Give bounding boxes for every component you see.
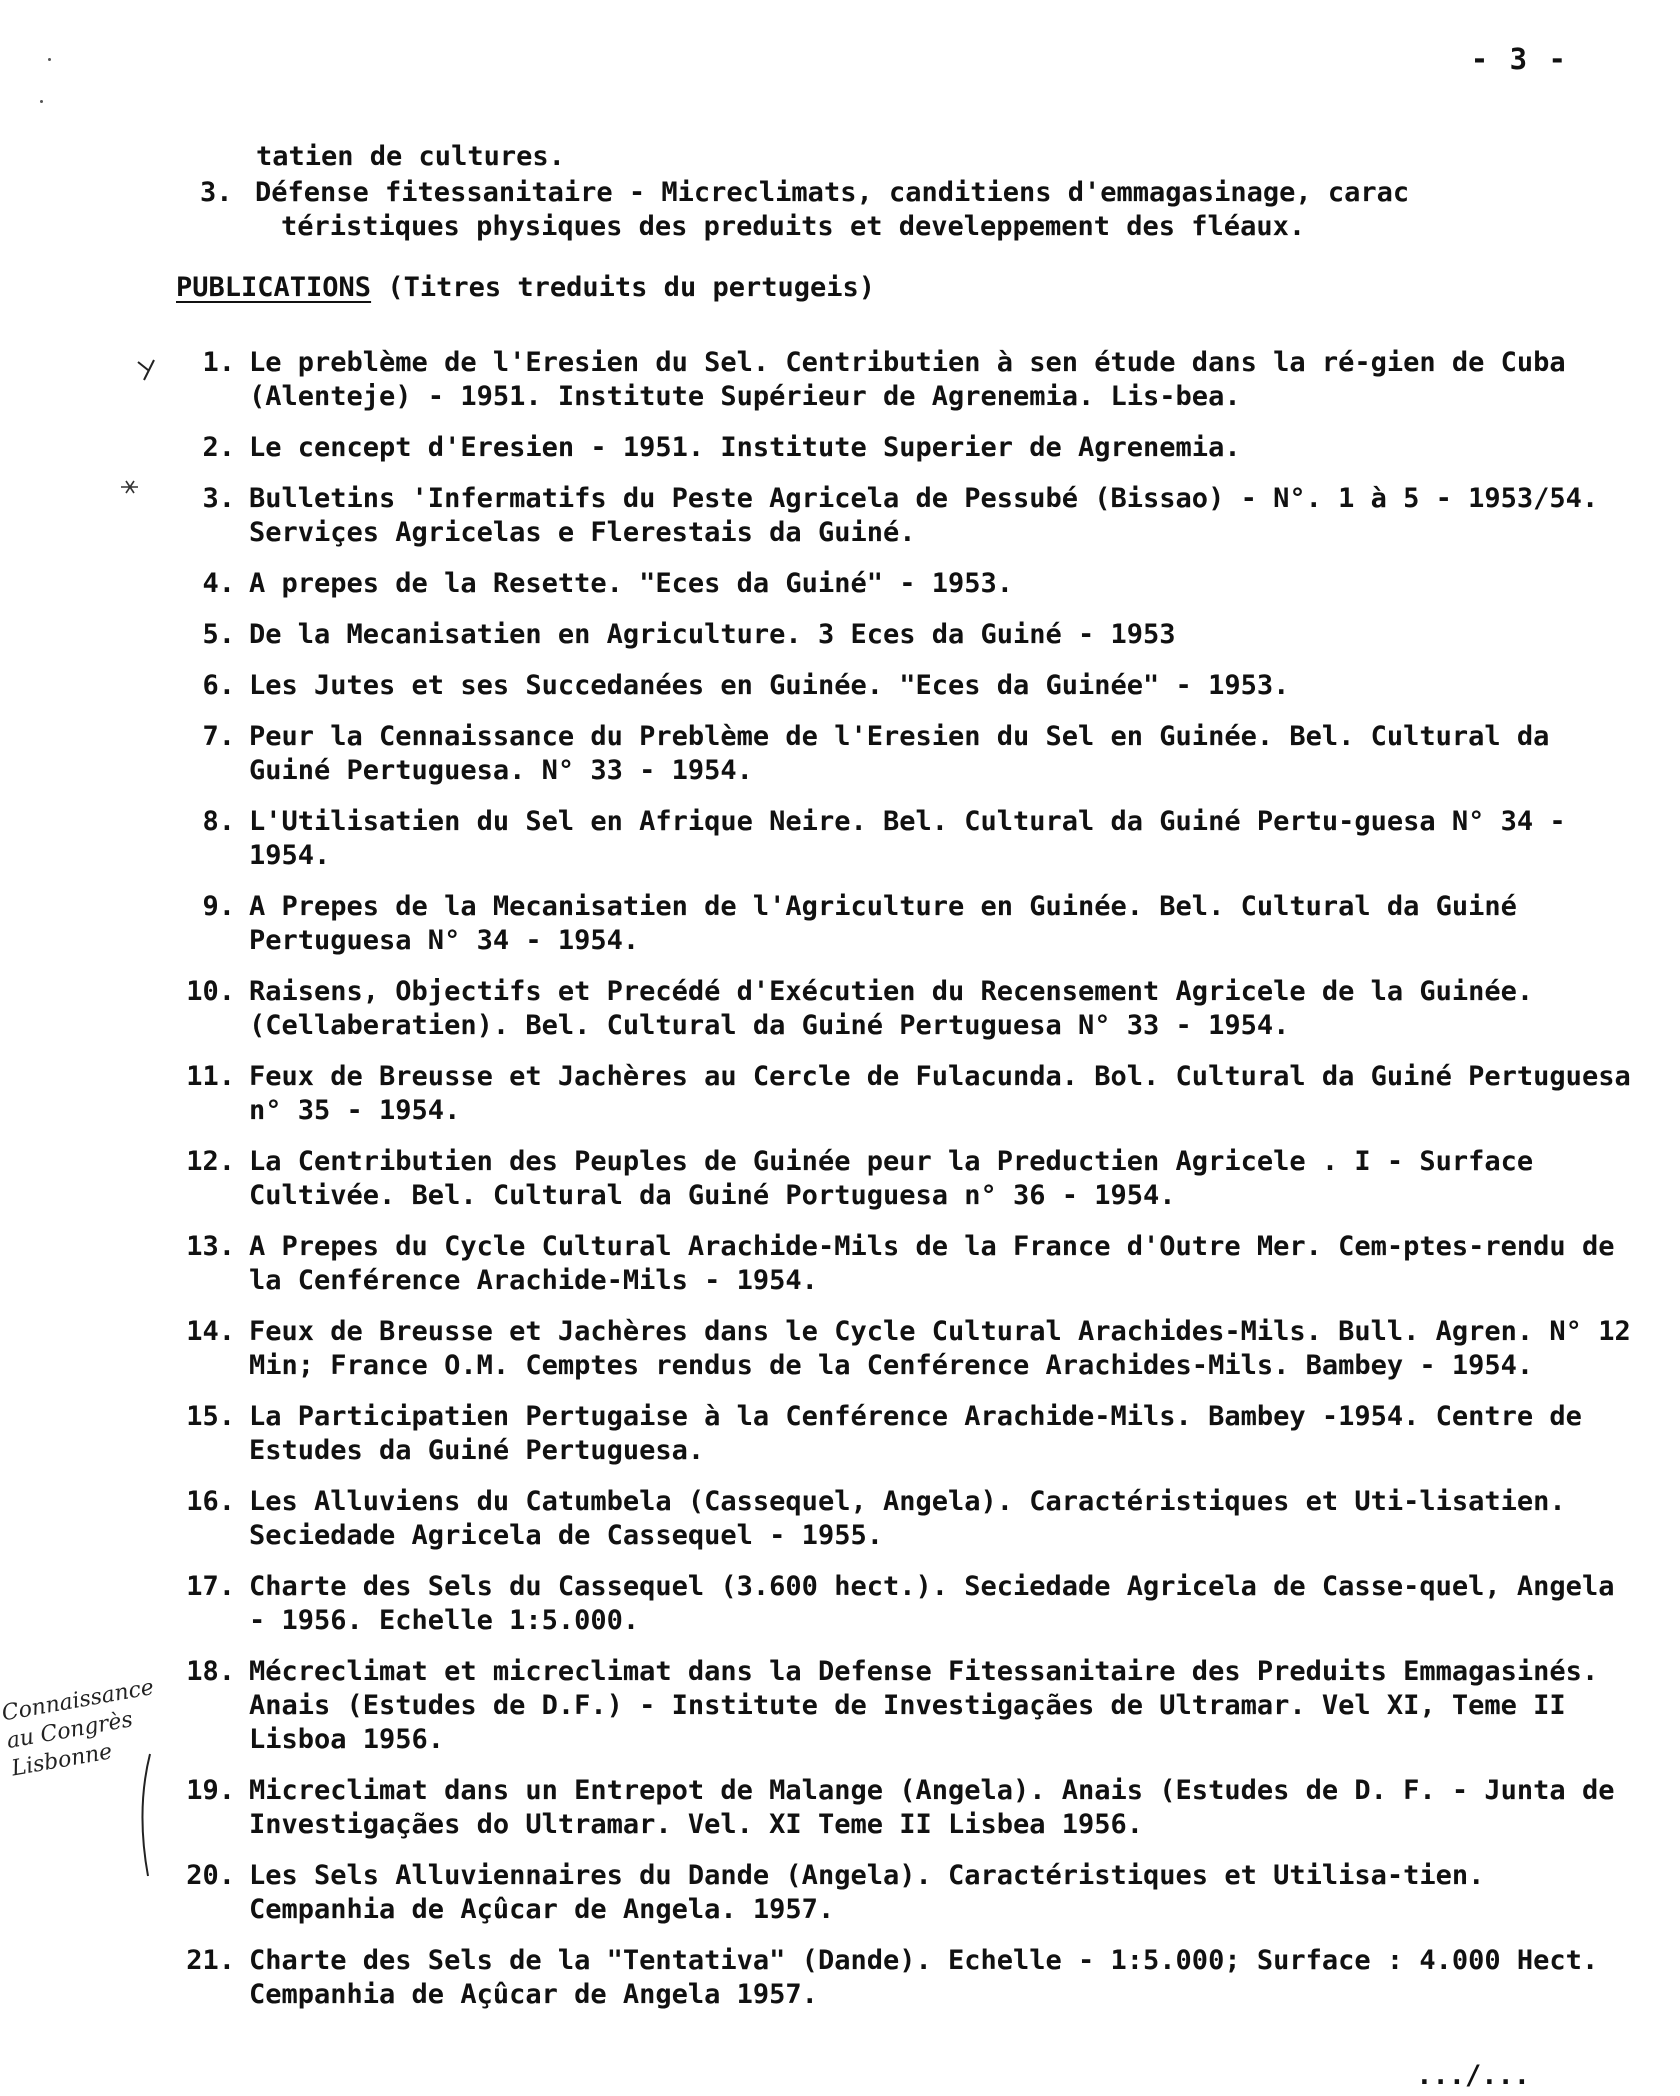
publication-number: 17. — [186, 1571, 235, 1602]
publication-text: Charte des Sels du Cassequel (3.600 hect.). Seciedade Agricela de Casse-quel, Angela - 1956. Echelle 1:5.000. — [249, 1571, 1615, 1636]
scan-speck — [48, 58, 51, 61]
publication-number: 21. — [186, 1945, 235, 1976]
bracket-mark-icon — [130, 1750, 160, 1880]
publication-text: La Centributien des Peuples de Guinée peur la Preductien Agricele . I - Surface Cultivée. Bel. Cultural da Guiné Portuguesa n° 36 - 1954. — [249, 1146, 1534, 1211]
publication-number: 19. — [186, 1775, 235, 1806]
publication-item — [150, 1944, 1640, 2012]
publication-item — [150, 346, 1640, 414]
publication-number: 12. — [186, 1146, 235, 1177]
publication-item — [150, 975, 1640, 1043]
publication-text: A prepes de la Resette. "Eces da Guiné" - 1953. — [249, 568, 1014, 599]
intro-item-line: téristiques physiques des preduits et develeppement des fléaux. — [281, 211, 1306, 242]
publication-item — [150, 1485, 1640, 1553]
publication-text: L'Utilisatien du Sel en Afrique Neire. Bel. Cultural da Guiné Pertu-guesa N° 34 - 1954. — [249, 806, 1566, 871]
publication-number: 13. — [186, 1231, 235, 1262]
publication-item — [150, 1570, 1640, 1638]
publication-number: 20. — [186, 1860, 235, 1891]
publication-item — [150, 720, 1640, 788]
publication-number: 18. — [186, 1656, 235, 1687]
publication-item — [150, 1655, 1640, 1757]
publication-item — [150, 1400, 1640, 1468]
publication-text: Mécreclimat et micreclimat dans la Defense Fitessanitaire des Preduits Emmagasinés. Anais (Estudes de D.F.) - Institute de Investigaçães de Ultramar. Vel XI, Teme II Lisboa 1956. — [249, 1656, 1599, 1755]
publication-number: 10. — [186, 976, 235, 1007]
publications-heading — [176, 272, 875, 303]
publication-text: Bulletins 'Infermatifs du Peste Agricela de Pessubé (Bissao) - N°. 1 à 5 - 1953/54. Serviçes Agricelas e Flerestais da Guiné. — [249, 483, 1599, 548]
publication-text: Charte des Sels de la "Tentativa" (Dande). Echelle - 1:5.000; Surface : 4.000 Hect. Cempanhia de Açûcar de Angela 1957. — [249, 1945, 1599, 2010]
publication-item — [150, 805, 1640, 873]
publication-item — [150, 1315, 1640, 1383]
intro-item-number: 3. — [200, 177, 233, 208]
publication-number: 3. — [202, 483, 235, 514]
intro-item-line: Défense fitessanitaire - Micreclimats, canditiens d'emmagasinage, carac — [255, 177, 1410, 208]
publication-text: Micreclimat dans un Entrepot de Malange (Angela). Anais (Estudes de D. F. - Junta de Investigaçães do Ultramar. Vel. XI Teme II Lisbea 1956. — [249, 1775, 1615, 1840]
scan-speck — [40, 100, 43, 103]
publication-item — [150, 669, 1640, 703]
publication-item — [150, 1145, 1640, 1213]
intro-item-text — [255, 176, 1409, 244]
publication-text: La Participatien Pertugaise à la Cenférence Arachide-Mils. Bambey -1954. Centre de Estudes da Guiné Pertuguesa. — [249, 1401, 1582, 1466]
intro-section — [176, 140, 1646, 244]
publications-subtitle: (Titres treduits du pertugeis) — [387, 272, 876, 303]
publication-item — [150, 567, 1640, 601]
publication-number: 2. — [202, 432, 235, 463]
publication-item — [150, 1774, 1640, 1842]
intro-item — [176, 176, 1646, 244]
publication-item — [150, 618, 1640, 652]
continuation-mark: .../... — [1416, 2060, 1530, 2091]
publication-text: A Prepes du Cycle Cultural Arachide-Mils de la France d'Outre Mer. Cem-ptes-rendu de la Cenférence Arachide-Mils - 1954. — [249, 1231, 1615, 1296]
publication-text: Les Alluviens du Catumbela (Cassequel, Angela). Caractéristiques et Uti-lisatien. Seciedade Agricela de Cassequel - 1955. — [249, 1486, 1566, 1551]
publication-text: Peur la Cennaissance du Preblème de l'Eresien du Sel en Guinée. Bel. Cultural da Guiné Pertuguesa. N° 33 - 1954. — [249, 721, 1550, 786]
publication-text: Raisens, Objectifs et Precédé d'Exécutien du Recensement Agricele de la Guinée.(Cellaberatien). Bel. Cultural da Guiné Pertuguesa N° 33 - 1954. — [249, 976, 1534, 1041]
publication-item — [150, 1230, 1640, 1298]
publication-number: 14. — [186, 1316, 235, 1347]
publication-item — [150, 431, 1640, 465]
publication-item — [150, 1060, 1640, 1128]
publication-item — [150, 482, 1640, 550]
publication-number: 16. — [186, 1486, 235, 1517]
publication-number: 9. — [202, 891, 235, 922]
publication-text: Le preblème de l'Eresien du Sel. Centributien à sen étude dans la ré-gien de Cuba (Alenteje) - 1951. Institute Supérieur de Agrenemia. Lis-bea. — [249, 347, 1566, 412]
publication-number: 11. — [186, 1061, 235, 1092]
publication-number: 7. — [202, 721, 235, 752]
handwritten-note: Connaissance au Congrès Lisbonne — [0, 1675, 156, 1782]
publication-text: Feux de Breusse et Jachères dans le Cycle Cultural Arachides-Mils. Bull. Agren. N° 12 Min; France O.M. Cemptes rendus de la Cenférence Arachides-Mils. Bambey - 1954. — [249, 1316, 1631, 1381]
publication-text: Les Sels Alluviennaires du Dande (Angela). Caractéristiques et Utilisa-tien. Cempanhia de Açûcar de Angela. 1957. — [249, 1860, 1485, 1925]
publication-item — [150, 1859, 1640, 1927]
publication-text: A Prepes de la Mecanisatien de l'Agriculture en Guinée. Bel. Cultural da Guiné Pertuguesa N° 34 - 1954. — [249, 891, 1517, 956]
publication-text: Le cencept d'Eresien - 1951. Institute Superier de Agrenemia. — [249, 432, 1241, 463]
publication-number: 15. — [186, 1401, 235, 1432]
intro-continuation-line: tatien de cultures. — [256, 141, 565, 172]
publication-text: Les Jutes et ses Succedanées en Guinée. "Eces da Guinée" - 1953. — [249, 670, 1290, 701]
publications-list — [150, 346, 1640, 2029]
page-number: - 3 - — [1470, 42, 1568, 76]
publication-number: 5. — [202, 619, 235, 650]
publication-number: 6. — [202, 670, 235, 701]
publication-number: 8. — [202, 806, 235, 837]
asterisk-mark-icon — [118, 478, 142, 496]
publication-text: Feux de Breusse et Jachères au Cercle de Fulacunda. Bol. Cultural da Guiné Pertuguesa n° 35 - 1954. — [249, 1061, 1631, 1126]
publications-title: PUBLICATIONS — [176, 272, 372, 303]
publication-number: 4. — [202, 568, 235, 599]
publication-number: 1. — [202, 347, 235, 378]
publication-item — [150, 890, 1640, 958]
publication-text: De la Mecanisatien en Agriculture. 3 Eces da Guiné - 1953 — [249, 619, 1176, 650]
